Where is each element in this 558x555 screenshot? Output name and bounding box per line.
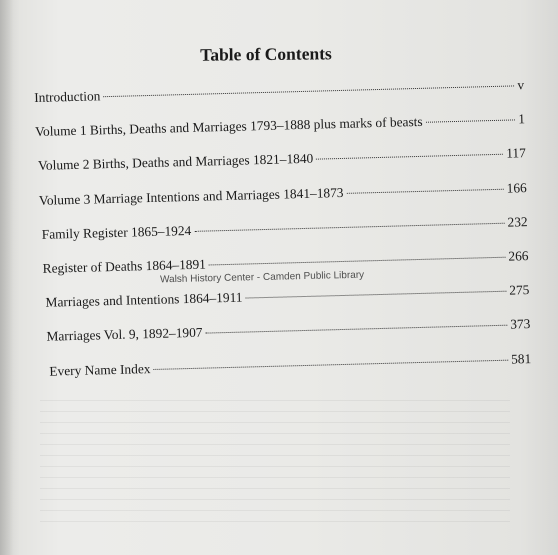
toc-entry-title: Every Name Index [49, 360, 151, 379]
toc-leader [346, 188, 503, 193]
toc-entry-title: Family Register 1865–1924 [41, 222, 192, 242]
toc-leader [245, 291, 506, 299]
toc-entry-title: Marriages and Intentions 1864–1911 [45, 289, 243, 310]
toc-entry-title: Marriages Vol. 9, 1892–1907 [46, 324, 203, 345]
toc-entry-title: Volume 2 Births, Deaths and Marriages 1821–1840 [37, 151, 314, 174]
toc-entry-page: v [517, 77, 525, 93]
toc-entry-page: 581 [510, 350, 532, 367]
toc-entry-title: Register of Deaths 1864–1891 [42, 256, 207, 276]
toc-entry-title: Volume 1 Births, Deaths and Marriages 1793–1888 plus marks of beasts [34, 114, 423, 140]
toc-entry-page: 373 [510, 316, 531, 332]
toc-list [34, 77, 532, 397]
toc-leader [103, 85, 514, 97]
toc-entry-page: 266 [508, 248, 529, 264]
page-title: Table of Contents [200, 43, 332, 65]
toc-entry-page: 117 [506, 145, 527, 162]
toc-entry-page: 275 [509, 282, 530, 298]
toc-leader [426, 120, 516, 123]
toc-entry-title: Introduction [34, 88, 101, 105]
toc-entry-title: Volume 3 Marriage Intentions and Marriages 1841–1873 [38, 184, 344, 208]
toc-leader [153, 359, 508, 369]
toc-leader [206, 325, 508, 334]
binding-shadow [0, 0, 14, 555]
toc-leader [209, 257, 506, 266]
toc-leader [194, 222, 504, 231]
page-show-through [40, 400, 510, 530]
toc-entry-page: 232 [507, 213, 528, 230]
toc-entry-page: 166 [506, 179, 527, 196]
toc-entry-page: 1 [518, 111, 526, 127]
library-watermark: Walsh History Center - Camden Public Library [159, 269, 365, 286]
toc-leader [316, 154, 503, 160]
